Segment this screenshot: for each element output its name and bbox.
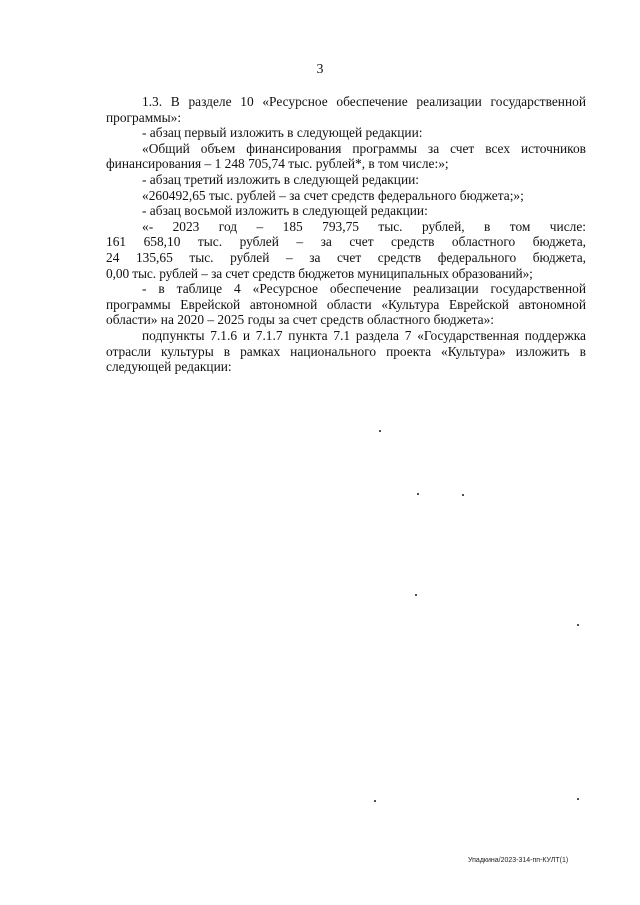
scan-speck (417, 493, 419, 495)
paragraph-instruction-third: - абзац третий изложить в следующей редакции: (142, 171, 420, 187)
paragraph-quote-2023: «- 2023 год – 185 793,75 тыс. рублей, в том числе: (142, 218, 586, 234)
paragraph-instruction-eighth: - абзац восьмой изложить в следующей редакции: (142, 203, 428, 219)
paragraph-instruction-first: - абзац первый изложить в следующей редакции: (142, 125, 423, 141)
paragraph-regional-budget: 161 658,10 тыс. рублей – за счет средств областного бюджета, (106, 234, 586, 250)
paragraph-section-heading: 1.3. В разделе 10 «Ресурсное обеспечение реализации государственной программы»: (106, 94, 586, 125)
page-number: 3 (316, 62, 324, 77)
scan-speck (374, 800, 376, 802)
scan-speck (577, 624, 579, 626)
paragraph-quote-federal: «260492,65 тыс. рублей – за счет средств федерального бюджета;»; (142, 187, 524, 203)
scan-speck (577, 798, 579, 800)
footer-document-code: Упадкина/2023-314-пп-КУЛТ(1) (468, 857, 569, 864)
document-body (106, 94, 586, 375)
paragraph-subpoints: подпункты 7.1.6 и 7.1.7 пункта 7.1 раздела 7 «Государственная поддержка отрасли культуры в рамках национального проекта «Культура» изложить в следующей редакции: (106, 327, 586, 375)
paragraph-federal-budget: 24 135,65 тыс. рублей – за счет средств федерального бюджета, (106, 249, 586, 265)
paragraph-table-4: - в таблице 4 «Ресурсное обеспечение реализации государственной программы Еврейской автономной области «Культура Еврейской автономной области» на 2020 – 2025 годы за счет средств областного бюджета»: (106, 281, 586, 328)
scan-speck (415, 594, 417, 596)
paragraph-municipal-budget: 0,00 тыс. рублей – за счет средств бюджетов муниципальных образований»; (106, 265, 533, 281)
scan-speck (379, 430, 381, 432)
scan-speck (462, 494, 464, 496)
paragraph-quote-total: «Общий объем финансирования программы за счет всех источников финансирования – 1 248 705,74 тыс. рублей*, в том числе:»; (106, 140, 586, 172)
